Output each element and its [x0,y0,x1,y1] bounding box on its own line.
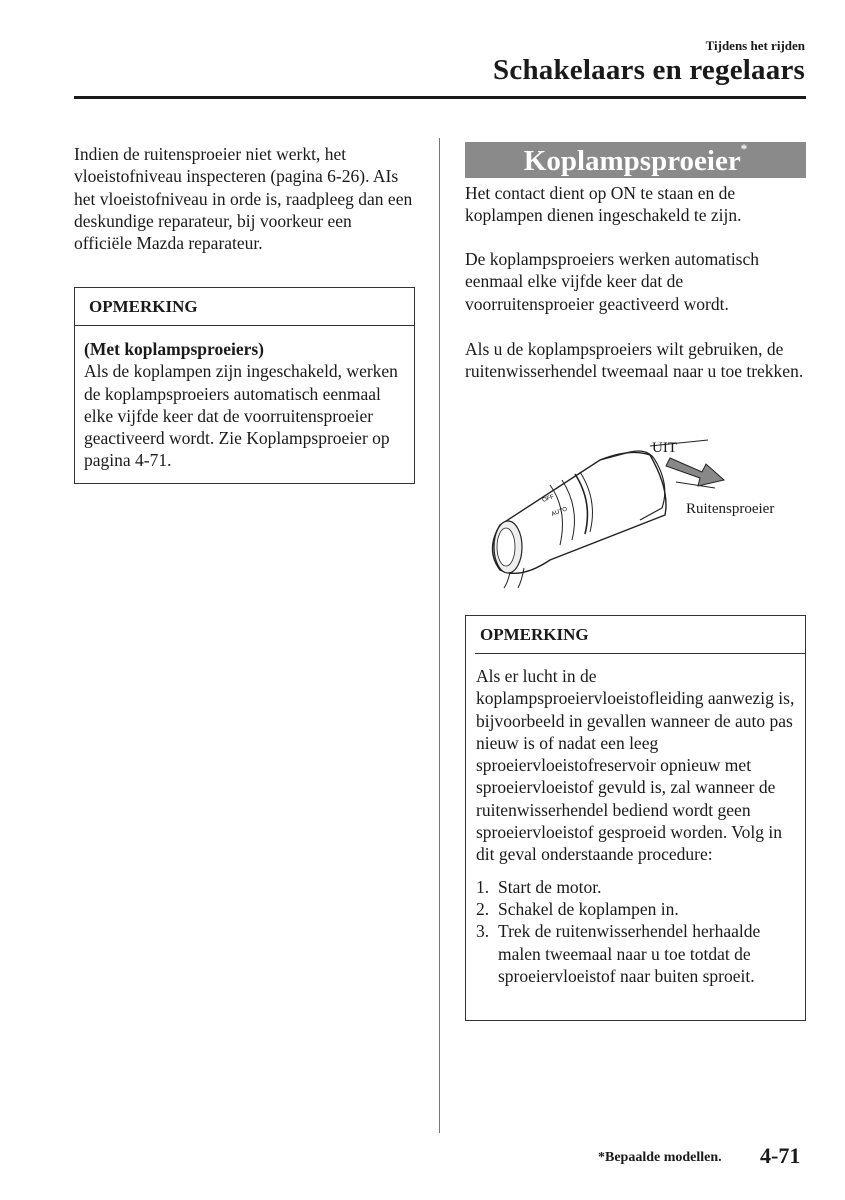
left-note-box [74,287,415,484]
list-item: 2. Schakel de koplampen in. [476,898,679,919]
note-text: Als de koplampen zijn ingeschakeld, werken de koplampsproeiers automatisch eenmaal elke vijfde keer dat de voorruitensproeier geactiveerd wordt. Zie Koplampsproeier op pagina 4-71. [84,361,398,471]
page-number: 4-71 [760,1143,801,1168]
column-divider [439,138,440,1133]
note-body [466,653,805,987]
illustration-label-out: UIT [652,440,677,456]
section-heading-mark: * [740,141,748,156]
lever-auto-text: AUTO [550,506,569,518]
right-paragraph-1: Het contact dient op ON te staan en de koplampen dienen ingeschakeld te zijn. [465,183,742,226]
left-paragraph: Indien de ruitensproeier niet werkt, het vloeistofniveau inspecteren (pagina 6-26). AIs het vloeistofniveau in orde is, raadpleeg dan een deskundige reparateur, bij voorkeur een officiële Mazda reparateur. [74,144,413,254]
note-heading: OPMERKING [480,625,589,644]
list-item: 1. Start de motor. [476,876,602,897]
note-heading-rule [475,653,805,654]
header-rule [74,96,806,99]
lever-off-text: OFF [541,494,555,504]
note-body [75,326,414,472]
procedure-steps [476,876,797,987]
section-heading-text: Koplampsproeier [523,145,741,177]
right-note-box [465,615,806,1021]
note-heading: OPMERKING [75,288,414,326]
right-paragraph-2: De koplampsproeiers werken automatisch eenmaal elke vijfde keer dat de voorruitensproeier geactiveerd wordt. [465,249,760,314]
note-text: Als er lucht in de koplampsproeiervloeistofleiding aanwezig is, bijvoorbeeld in gevallen wanneer de auto pas nieuw is of nadat een leeg sproeiervloeistofreservoir opnieuw met sproeiervloeistof gevuld is, zal wanneer de ruitenwisserhendel bediend wordt geen sproeiervloeistof gesproeid worden. Volg in dit geval onderstaande procedure: [476,666,795,865]
right-paragraph-3: Als u de koplampsproeiers wilt gebruiken, de ruitenwisserhendel tweemaal naar u toe trekken. [465,339,804,382]
list-item: 3. Trek de ruitenwisserhendel herhaalde malen tweemaal naar u toe totdat de sproeiervloeistof naar buiten sproeit. [476,921,761,986]
footnote: *Bepaalde modellen. [598,1150,722,1165]
page-title: Schakelaars en regelaars [493,54,805,86]
note-subheading: (Met koplampsproeiers) [84,339,264,359]
section-label: Tijdens het rijden [705,38,805,53]
section-heading [465,142,806,178]
illustration-label-washer: Ruitensproeier [686,501,775,517]
wiper-lever-illustration [480,430,810,590]
